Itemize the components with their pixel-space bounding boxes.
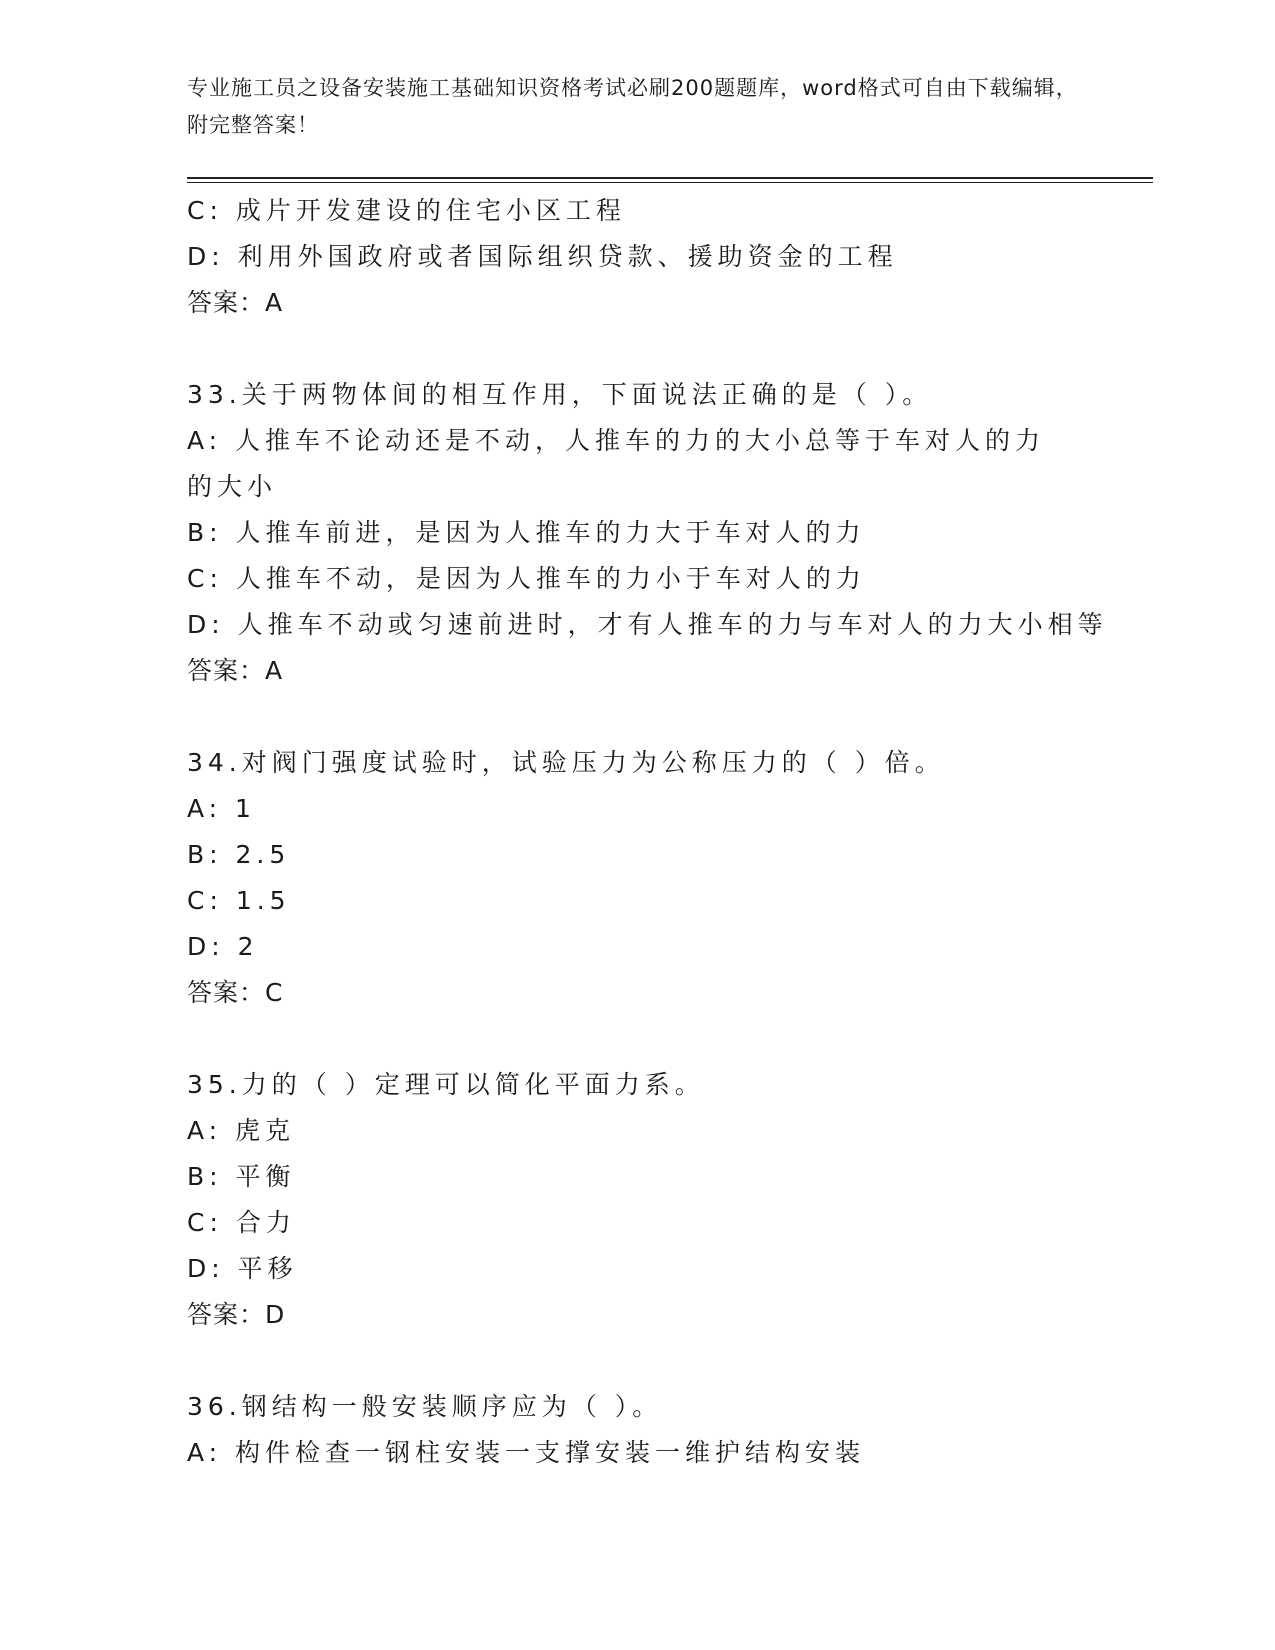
option-b: B: 平衡 [187, 1162, 296, 1191]
option-b: B: 人推车前进，是因为人推车的力大于车对人的力 [187, 518, 866, 547]
question-list [187, 188, 1108, 1476]
option-d: D: 平移 [187, 1254, 298, 1283]
option-a: A: 人推车不论动还是不动，人推车的力的大小总等于车对人的力的大小 [187, 426, 1046, 501]
header-divider-thick [187, 177, 1153, 179]
question-block-34 [187, 740, 1087, 1016]
answer-line: 答案：D [187, 1300, 286, 1329]
document-header: 专业施工员之设备安装施工基础知识资格考试必刷200题题库，word格式可自由下载编辑，附完整答案！ [187, 76, 1078, 137]
question-text: 36.钢结构一般安装顺序应为（ ）。 [187, 1392, 663, 1421]
option-d: D: 2 [187, 932, 259, 961]
option-c: C: 成片开发建设的住宅小区工程 [187, 196, 626, 225]
option-a: A: 构件检查一钢柱安装一支撑安装一维护结构安装 [187, 1438, 866, 1467]
option-c: C: 合力 [187, 1208, 296, 1237]
question-block-35 [187, 1062, 1087, 1338]
spacer [187, 1016, 1087, 1062]
option-c: C: 1.5 [187, 886, 291, 915]
question-text: 33.关于两物体间的相互作用，下面说法正确的是（ ）。 [187, 380, 933, 409]
spacer [187, 326, 1087, 372]
option-a: A: 1 [187, 794, 256, 823]
question-text: 35.力的（ ）定理可以简化平面力系。 [187, 1070, 705, 1099]
option-d: D: 人推车不动或匀速前进时，才有人推车的力与车对人的力大小相等 [187, 610, 1108, 639]
question-block-32 [187, 188, 1087, 326]
question-block-36 [187, 1384, 1087, 1476]
option-b: B: 2.5 [187, 840, 291, 869]
option-d: D: 利用外国政府或者国际组织贷款、援助资金的工程 [187, 242, 898, 271]
answer-line: 答案：C [187, 978, 284, 1007]
answer-line: 答案：A [187, 656, 284, 685]
spacer [187, 1338, 1087, 1384]
spacer [187, 694, 1087, 740]
option-a: A: 虎克 [187, 1116, 296, 1145]
header-divider-thin [187, 182, 1153, 183]
answer-line: 答案：A [187, 288, 284, 317]
option-c: C: 人推车不动，是因为人推车的力小于车对人的力 [187, 564, 866, 593]
question-block-33 [187, 372, 1108, 694]
question-text: 34.对阀门强度试验时，试验压力为公称压力的（ ）倍。 [187, 748, 945, 777]
